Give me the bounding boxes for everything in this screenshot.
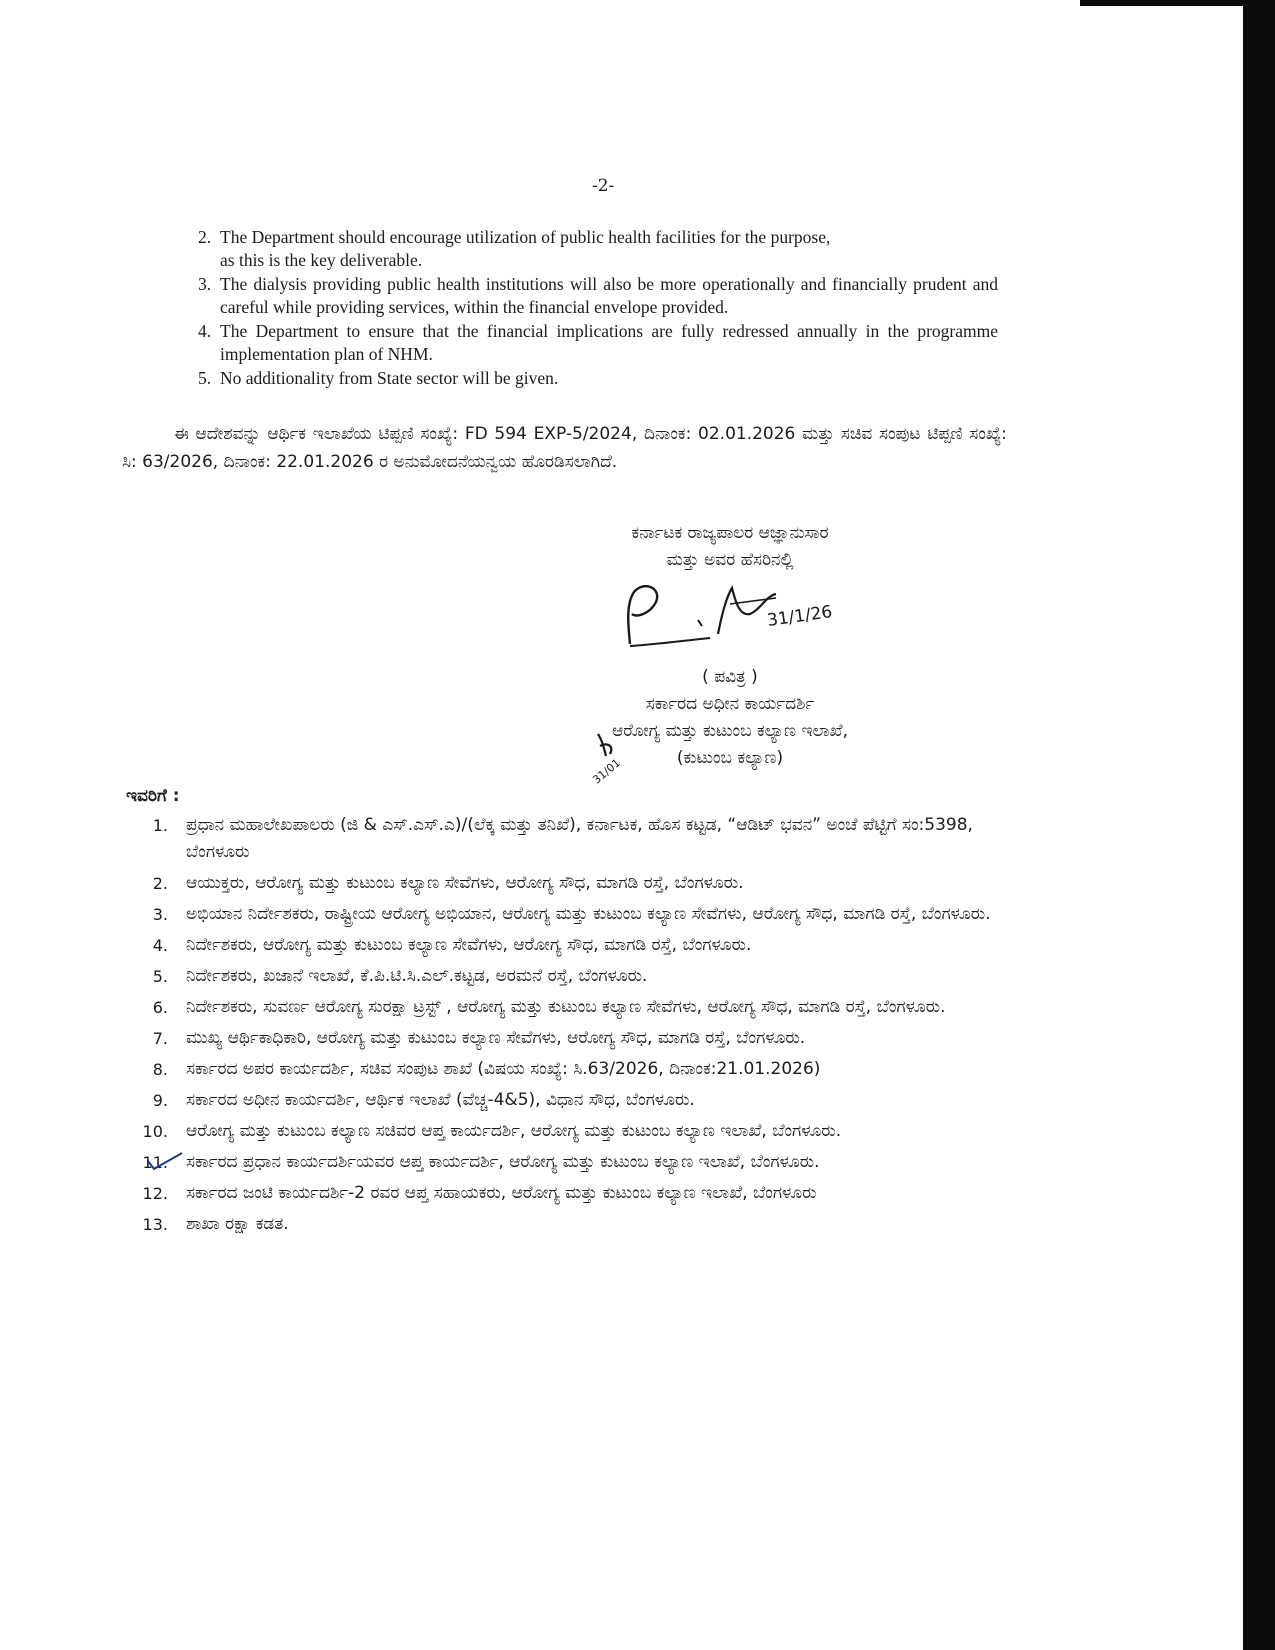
recipient-number: 2. <box>152 874 168 893</box>
recipient-number: 10. <box>142 1122 168 1141</box>
recipient-number: 8. <box>152 1060 168 1079</box>
recipient-text: ಪ್ರಧಾನ ಮಹಾಲೇಖಪಾಲರು (ಜಿ & ಎಸ್.ಎಸ್.ಎ)/(ಲೆಕ್ಕ ಮತ್ತು ತನಿಖೆ), ಕರ್ನಾಟಕ, ಹೊಸ ಕಟ್ಟಡ, “ಆಡಿಟ್ ಭವನ” ಅಂಚೆ ಪೆಟ್ಟಿಗೆ ಸಂ:5398, ಬೆಂಗಳೂರು <box>186 815 973 862</box>
order-paragraph: ಈ ಆದೇಶವನ್ನು ಆರ್ಥಿಕ ಇಲಾಖೆಯ ಟಿಪ್ಪಣಿ ಸಂಖ್ಯೆ: FD 594 EXP-5/2024, ದಿನಾಂಕ: 02.01.2026 ಮತ್ತು ಸಚಿವ ಸಂಪುಟ ಟಿಪ್ಪಣಿ ಸಂಖ್ಯೆ: ಸಿ: 63/2026, ದಿನಾಂಕ: 22.01.2026 ರ ಅನುಮೋದನೆಯನ್ವಯ ಹೊರಡಿಸಲಾಗಿದೆ. <box>122 424 1007 472</box>
recipient-item <box>126 901 1011 928</box>
recipient-item <box>126 963 1011 990</box>
recipient-text: ಮುಖ್ಯ ಆರ್ಥಿಕಾಧಿಕಾರಿ, ಆರೋಗ್ಯ ಮತ್ತು ಕುಟುಂಬ ಕಲ್ಯಾಣ ಸೇವೆಗಳು, ಆರೋಗ್ಯ ಸೌಧ, ಮಾಗಡಿ ರಸ್ತೆ, ಬೆಂಗಳೂರು. <box>186 1028 806 1048</box>
signatory-department: ಆರೋಗ್ಯ ಮತ್ತು ಕುಟುಂಬ ಕಲ್ಯಾಣ ಇಲಾಖೆ, <box>611 721 849 741</box>
tick-mark-icon <box>146 1149 186 1173</box>
authority-line-1: ಕರ್ನಾಟಕ ರಾಜ್ಯಪಾಲರ ಆಜ್ಞಾನುಸಾರ <box>631 523 829 543</box>
recipient-text: ಅಭಿಯಾನ ನಿರ್ದೇಶಕರು, ರಾಷ್ಟ್ರೀಯ ಆರೋಗ್ಯ ಅಭಿಯಾನ, ಆರೋಗ್ಯ ಮತ್ತು ಕುಟುಂಬ ಕಲ್ಯಾಣ ಸೇವೆಗಳು, ಆರೋಗ್ಯ ಸೌಧ, ಮಾಗಡಿ ರಸ್ತೆ, ಬೆಂಗಳೂರು. <box>186 904 991 924</box>
recipient-number: 6. <box>152 998 168 1017</box>
signature-scribble <box>600 574 840 664</box>
recipient-number: 11. <box>142 1153 168 1172</box>
signatory-name: ( ಪವಿತ್ರ ) <box>702 667 758 687</box>
recipient-number: 5. <box>152 967 168 986</box>
recipient-item <box>126 1211 1011 1238</box>
recipient-text: ಆಯುಕ್ತರು, ಆರೋಗ್ಯ ಮತ್ತು ಕುಟುಂಬ ಕಲ್ಯಾಣ ಸೇವೆಗಳು, ಆರೋಗ್ಯ ಸೌಧ, ಮಾಗಡಿ ರಸ್ತೆ, ಬೆಂಗಳೂರು. <box>186 873 744 893</box>
recipient-item <box>126 812 1011 866</box>
recipient-item <box>126 932 1011 959</box>
condition-number: 2. <box>198 227 212 247</box>
recipient-text: ನಿರ್ದೇಶಕರು, ಸುವರ್ಣ ಆರೋಗ್ಯ ಸುರಕ್ಷಾ ಟ್ರಸ್ಟ್ , ಆರೋಗ್ಯ ಮತ್ತು ಕುಟುಂಬ ಕಲ್ಯಾಣ ಸೇವೆಗಳು, ಆರೋಗ್ಯ ಸೌಧ, ಮಾಗಡಿ ರಸ್ತೆ, ಬೆಂಗಳೂರು. <box>186 997 946 1017</box>
recipient-text: ನಿರ್ದೇಶಕರು, ಆರೋಗ್ಯ ಮತ್ತು ಕುಟುಂಬ ಕಲ್ಯಾಣ ಸೇವೆಗಳು, ಆರೋಗ್ಯ ಸೌಧ, ಮಾಗಡಿ ರಸ್ತೆ, ಬೆಂಗಳೂರು. <box>186 935 752 955</box>
recipients-heading: ಇವರಿಗೆ : <box>126 786 180 806</box>
condition-text: No additionality from State sector will be given. <box>220 368 559 388</box>
recipient-text: ಆರೋಗ್ಯ ಮತ್ತು ಕುಟುಂಬ ಕಲ್ಯಾಣ ಸಚಿವರ ಆಪ್ತ ಕಾರ್ಯದರ್ಶಿ, ಆರೋಗ್ಯ ಮತ್ತು ಕುಟುಂಬ ಕಲ್ಯಾಣ ಇಲಾಖೆ, ಬೆಂಗಳೂರು. <box>186 1121 842 1141</box>
recipient-number: 7. <box>152 1029 168 1048</box>
condition-number: 5. <box>198 368 212 388</box>
recipient-number: 4. <box>152 936 168 955</box>
recipient-number: 9. <box>152 1091 168 1110</box>
recipients-list <box>126 812 1011 1238</box>
recipient-text: ಸರ್ಕಾರದ ಪ್ರಧಾನ ಕಾರ್ಯದರ್ಶಿಯವರ ಆಪ್ತ ಕಾರ್ಯದರ್ಶಿ, ಆರೋಗ್ಯ ಮತ್ತು ಕುಟುಂಬ ಕಲ್ಯಾಣ ಇಲಾಖೆ, ಬೆಂಗಳೂರು. <box>186 1152 820 1172</box>
recipient-text: ಸರ್ಕಾರದ ಅಪರ ಕಾರ್ಯದರ್ಶಿ, ಸಚಿವ ಸಂಪುಟ ಶಾಖೆ (ವಿಷಯ ಸಂಖ್ಯೆ: ಸಿ.63/2026, ದಿನಾಂಕ:21.01.2026) <box>186 1059 821 1079</box>
recipients-section <box>126 786 1011 1242</box>
signatory-section: (ಕುಟುಂಬ ಕಲ್ಯಾಣ) <box>676 748 784 768</box>
signatory-designation: ಸರ್ಕಾರದ ಅಧೀನ ಕಾರ್ಯದರ್ಶಿ <box>645 694 815 714</box>
recipient-item <box>126 1180 1011 1207</box>
recipient-text: ನಿರ್ದೇಶಕರು, ಖಜಾನೆ ಇಲಾಖೆ, ಕೆ.ಪಿ.ಟಿ.ಸಿ.ಎಲ್.ಕಟ್ಟಡ, ಅರಮನೆ ರಸ್ತೆ, ಬೆಂಗಳೂರು. <box>186 966 648 986</box>
recipient-item <box>126 1087 1011 1114</box>
initials-scribble <box>588 726 648 786</box>
recipient-text: ಸರ್ಕಾರದ ಜಂಟಿ ಕಾರ್ಯದರ್ಶಿ-2 ರವರ ಆಪ್ತ ಸಹಾಯಕರು, ಆರೋಗ್ಯ ಮತ್ತು ಕುಟುಂಬ ಕಲ್ಯಾಣ ಇಲಾಖೆ, ಬೆಂಗಳೂರು <box>186 1183 817 1203</box>
recipient-number: 12. <box>142 1184 168 1203</box>
condition-text: The Department to ensure that the financial implications are fully redressed annually in the programme implementation plan of NHM. <box>220 321 998 364</box>
recipient-text: ಶಾಖಾ ರಕ್ಷಾ ಕಡತ. <box>186 1214 289 1234</box>
signature-block <box>520 520 940 772</box>
signature <box>520 574 940 664</box>
condition-item <box>198 320 998 365</box>
recipient-number: 3. <box>152 905 168 924</box>
condition-item <box>198 226 998 271</box>
condition-number: 4. <box>198 321 212 341</box>
recipient-item <box>126 1118 1011 1145</box>
recipient-item <box>126 870 1011 897</box>
condition-number: 3. <box>198 274 212 294</box>
recipient-number: 13. <box>142 1215 168 1234</box>
authority-line-2: ಮತ್ತು ಅವರ ಹೆಸರಿನಲ್ಲಿ <box>666 550 794 570</box>
recipient-item <box>126 1149 1011 1176</box>
initials-mark <box>588 726 648 790</box>
recipient-item <box>126 1025 1011 1052</box>
recipient-number: 1. <box>152 816 168 835</box>
signature-date: 31/1/26 <box>765 602 834 631</box>
initials-date: 31/01 <box>590 756 623 786</box>
recipient-text: ಸರ್ಕಾರದ ಅಧೀನ ಕಾರ್ಯದರ್ಶಿ, ಆರ್ಥಿಕ ಇಲಾಖೆ (ವೆಚ್ಚ-4&5), ವಿಧಾನ ಸೌಧ, ಬೆಂಗಳೂರು. <box>186 1090 695 1110</box>
page-number: -2- <box>592 176 615 196</box>
recipient-item <box>126 994 1011 1021</box>
condition-item <box>198 273 998 318</box>
condition-item <box>198 367 998 390</box>
recipient-item <box>126 1056 1011 1083</box>
conditions-list <box>198 226 998 392</box>
scan-edge-right <box>1243 0 1275 1650</box>
condition-text: The Department should encourage utilization of public health facilities for the purpose, as this is the key deliverable. <box>220 227 831 270</box>
condition-text: The dialysis providing public health institutions will also be more operationally and financially prudent and careful while providing services, within the financial envelope provided. <box>220 274 998 317</box>
scan-edge-top <box>1080 0 1275 6</box>
